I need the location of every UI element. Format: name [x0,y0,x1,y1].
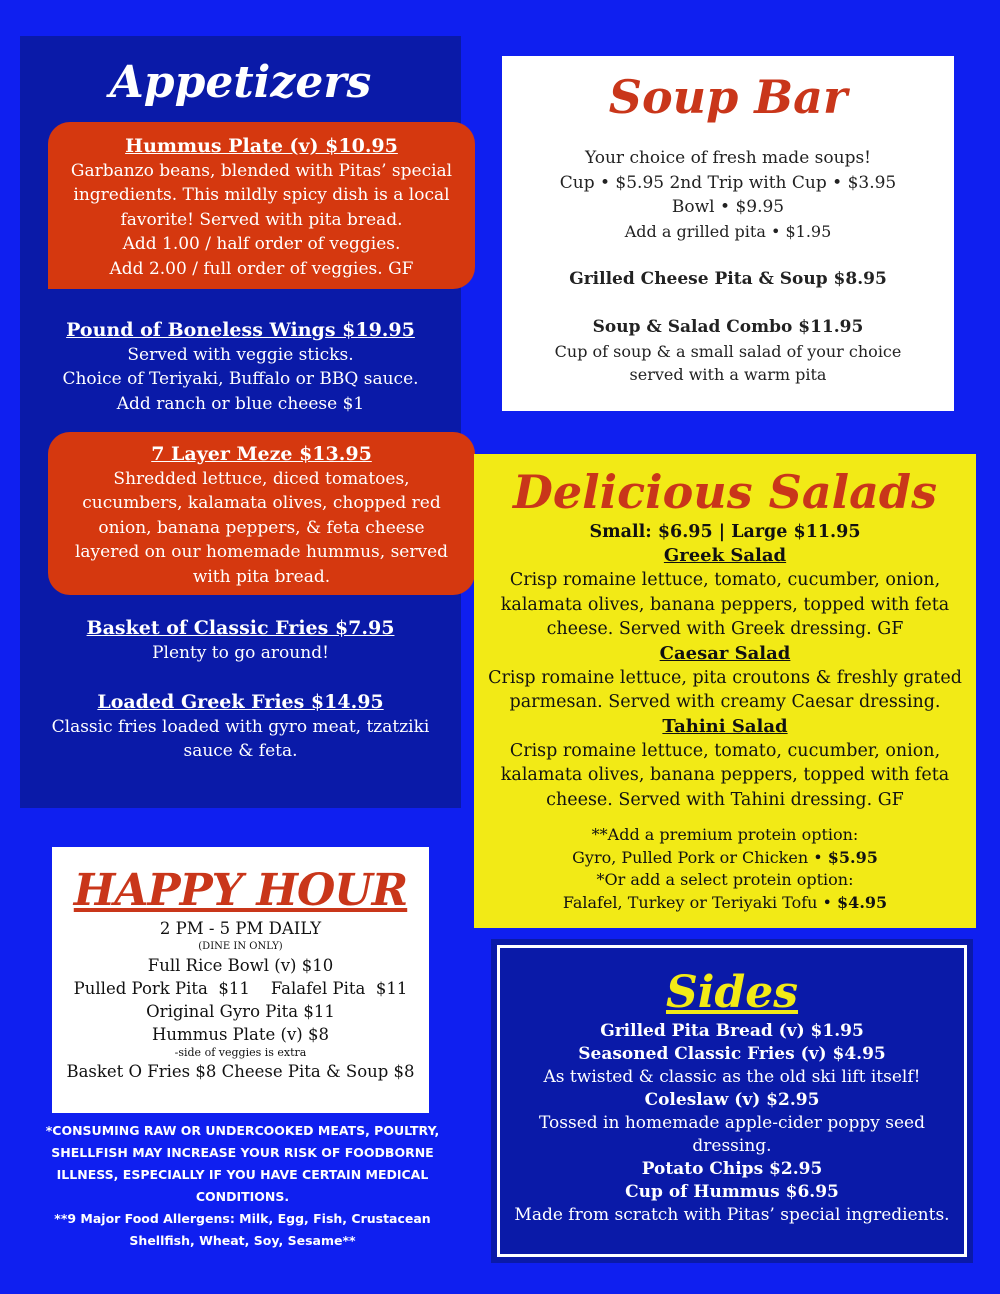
premium-protein-price: $5.95 [827,847,878,867]
disclaimer-line: SHELLFISH MAY INCREASE YOUR RISK OF FOODBORNE [51,1145,434,1160]
menu-item-boneless-wings [20,318,461,416]
food-safety-disclaimer [40,1120,445,1252]
item-desc: sauce & feta. [183,741,298,761]
side-desc: As twisted & classic as the old ski lift itself! [543,1067,921,1087]
soup-cup-price: Cup • $5.95 2nd Trip with Cup • $3.95 [559,172,897,193]
happy-hour-item: Basket O Fries $8 Cheese Pita & Soup $8 [66,1062,415,1081]
soup-bar-title: Soup Bar [608,70,848,124]
salad-price-line: Small: $6.95 | Large $11.95 [589,522,861,542]
salad-name-tahini: Tahini Salad [662,715,788,737]
menu-item-loaded-greek-fries [20,690,461,764]
happy-hour-time: 2 PM - 5 PM DAILY [159,919,322,938]
item-name: Pound of Boneless Wings $19.95 [66,319,415,341]
salad-desc: Crisp romaine lettuce, tomato, cucumber, onion, [509,570,941,590]
combo-desc: Cup of soup & a small salad of your choice [554,341,902,361]
item-desc: Add ranch or blue cheese $1 [116,393,365,414]
select-protein-label: *Or add a select protein option: [596,870,854,889]
item-name: Hummus Plate (v) $10.95 [125,135,398,157]
select-protein-price: $4.95 [837,892,888,912]
allergen-line: **9 Major Food Allergens: Milk, Egg, Fish, Crustacean [54,1211,431,1226]
menu-item-7-layer-meze [48,432,475,595]
item-name: Basket of Classic Fries $7.95 [86,617,395,639]
item-desc: Shredded lettuce, diced tomatoes, [113,468,410,489]
item-desc: Garbanzo beans, blended with Pitas’ special [70,160,453,181]
disclaimer-line: ILLNESS, ESPECIALLY IF YOU HAVE CERTAIN MEDICAL [56,1167,429,1182]
veggie-note: -side of veggies is extra [174,1046,307,1059]
salad-desc: kalamata olives, banana peppers, topped with feta [500,594,950,615]
salad-desc: cheese. Served with Tahini dressing. GF [546,789,904,810]
salads-panel [474,454,976,928]
salad-desc: Crisp romaine lettuce, pita croutons & freshly grated [488,667,962,688]
soup-bar-panel [502,56,954,411]
happy-hour-panel [52,847,429,1113]
combo-desc: served with a warm pita [629,364,827,384]
grilled-cheese-combo: Grilled Cheese Pita & Soup $8.95 [569,268,887,289]
select-protein-line [474,892,976,915]
side-item: Coleslaw (v) $2.95 [644,1090,820,1110]
salad-name-caesar: Caesar Salad [659,642,791,664]
side-item: Seasoned Classic Fries (v) $4.95 [578,1044,886,1064]
allergen-line: Shellfish, Wheat, Soy, Sesame** [129,1233,356,1248]
happy-hour-title: HAPPY HOUR [73,865,408,916]
side-item: Grilled Pita Bread (v) $1.95 [600,1021,864,1041]
premium-protein-line [474,847,976,870]
side-desc: Tossed in homemade apple-cider poppy seed [539,1113,925,1133]
salad-desc: kalamata olives, banana peppers, topped with feta [500,765,950,785]
salad-name-greek: Greek Salad [663,545,787,566]
item-desc: Choice of Teriyaki, Buffalo or BBQ sauce. [62,369,419,389]
item-desc: with pita bread. [192,566,331,587]
appetizers-title: Appetizers [109,57,372,108]
select-protein-text: Falafel, Turkey or Teriyaki Tofu • [562,892,832,912]
item-desc: Plenty to go around! [152,642,329,663]
side-item: Cup of Hummus $6.95 [625,1182,839,1202]
item-desc: Classic fries loaded with gyro meat, tzatziki [51,716,430,737]
sides-panel [497,945,967,1257]
soup-salad-combo: Soup & Salad Combo $11.95 [592,317,864,337]
item-desc: favorite! Served with pita bread. [120,209,403,230]
soup-bowl-price: Bowl • $9.95 [671,197,785,217]
item-desc: Served with veggie sticks. [127,344,354,365]
happy-hour-item: Hummus Plate (v) $8 [152,1025,329,1044]
menu-item-classic-fries [20,616,461,665]
menu-item-hummus-plate [48,122,475,289]
protein-options [474,824,976,914]
side-desc: dressing. [692,1136,772,1156]
item-desc: Add 1.00 / half order of veggies. [122,234,401,254]
premium-protein-text: Gyro, Pulled Pork or Chicken • [572,847,823,867]
item-desc: onion, banana peppers, & feta cheese [98,517,425,538]
item-name: Loaded Greek Fries $14.95 [97,691,384,713]
item-desc: layered on our homemade hummus, served [74,542,449,562]
salad-desc: cheese. Served with Greek dressing. GF [546,619,904,639]
appetizers-panel [20,36,461,808]
dine-in-note: (DINE IN ONLY) [198,941,283,952]
side-desc: Made from scratch with Pitas’ special ingredients. [514,1205,950,1225]
soup-intro: Your choice of fresh made soups! [584,148,872,168]
item-desc: cucumbers, kalamata olives, chopped red [82,493,441,513]
happy-hour-item: Full Rice Bowl (v) $10 [147,956,334,975]
sides-title: Sides [665,967,799,1018]
item-desc: ingredients. This mildly spicy dish is a local [73,185,450,205]
salad-desc: Crisp romaine lettuce, tomato, cucumber, onion, [509,740,941,761]
salads-title: Delicious Salads [513,465,937,519]
happy-hour-item: Original Gyro Pita $11 [146,1002,335,1021]
soup-pita-addon: Add a grilled pita • $1.95 [624,221,832,241]
disclaimer-line: *CONSUMING RAW OR UNDERCOOKED MEATS, POULTRY, [45,1123,440,1138]
happy-hour-item: Pulled Pork Pita $11 Falafel Pita $11 [73,979,408,998]
item-desc: Add 2.00 / full order of veggies. GF [109,258,414,279]
disclaimer-line: CONDITIONS. [195,1189,290,1204]
side-item: Potato Chips $2.95 [641,1159,823,1179]
premium-protein-label: **Add a premium protein option: [591,825,859,844]
salad-desc: parmesan. Served with creamy Caesar dressing. [509,692,941,712]
item-name: 7 Layer Meze $13.95 [151,443,372,465]
